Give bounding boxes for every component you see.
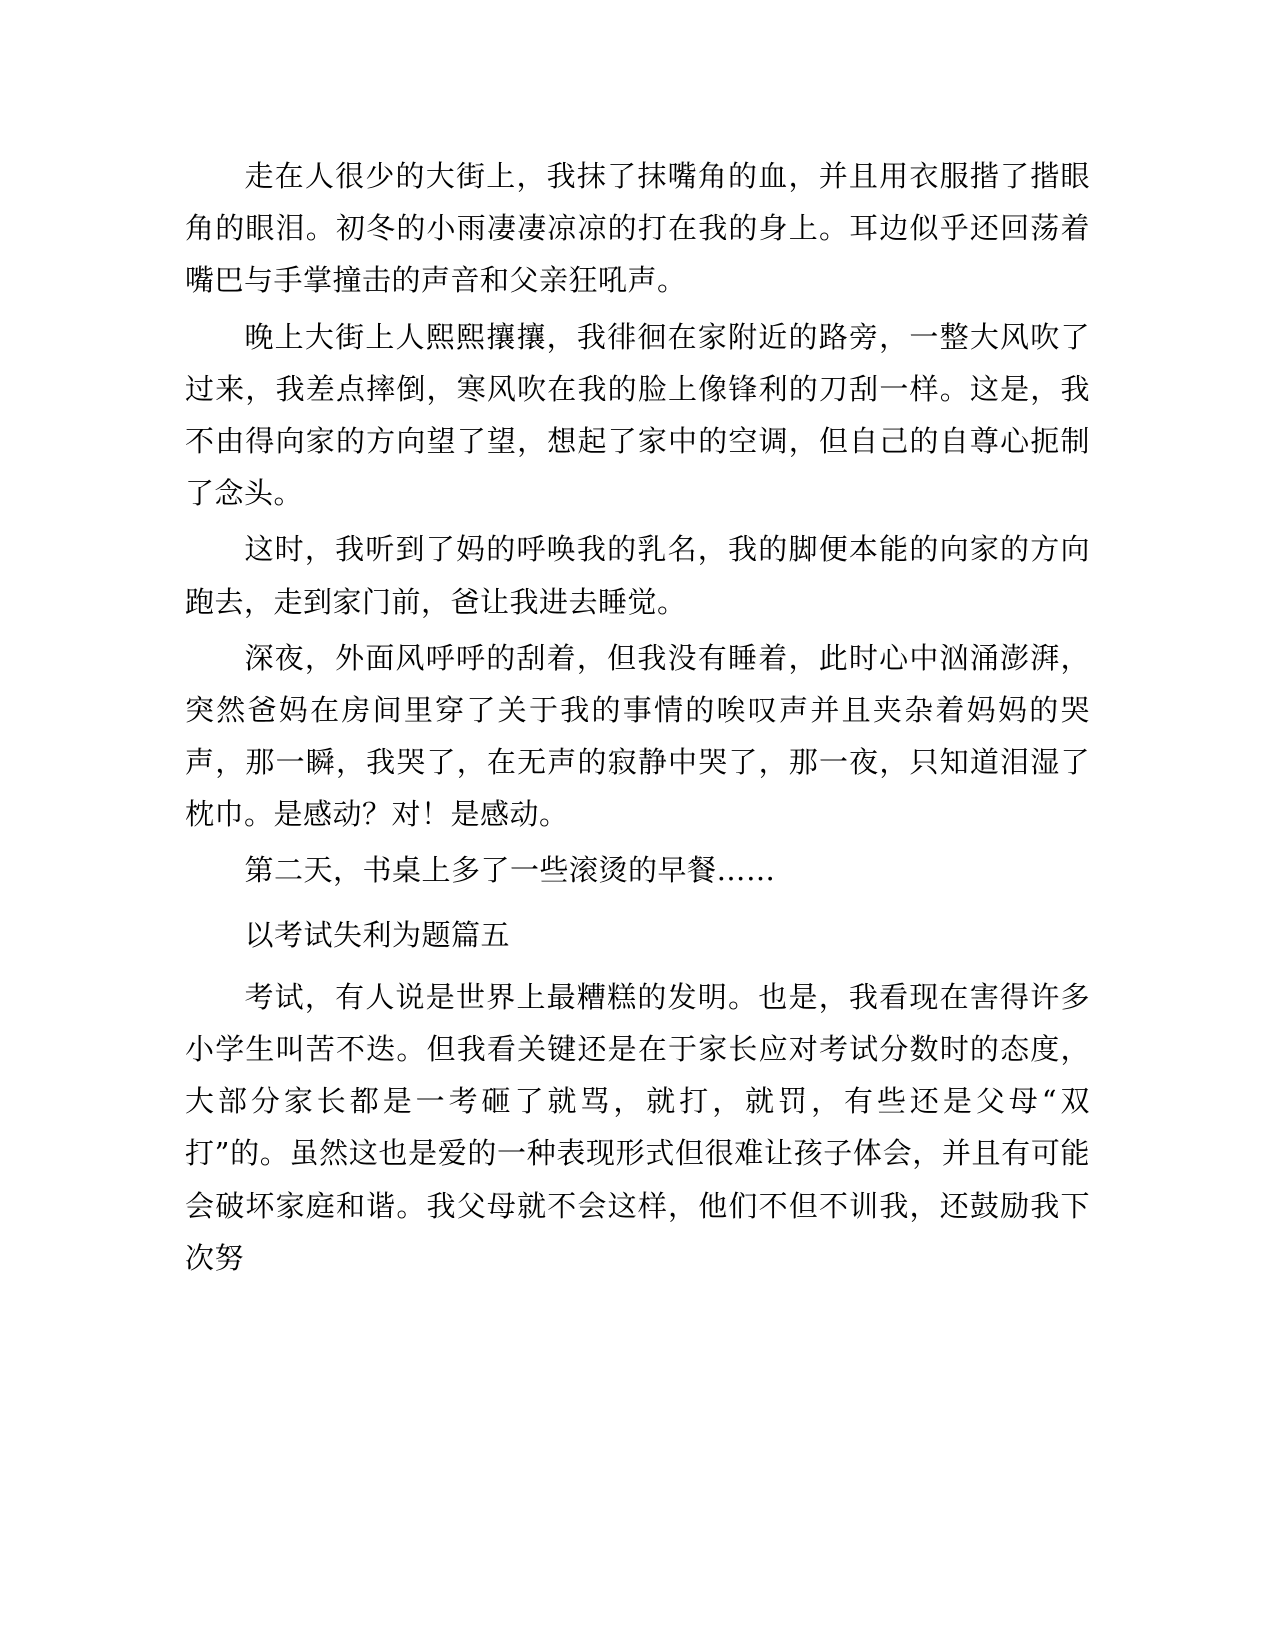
paragraph: 第二天，书桌上多了一些滚烫的早餐…… [244,853,776,888]
paragraph: 深夜，外面风呼呼的刮着，但我没有睡着，此时心中汹涌澎湃，突然爸妈在房间里穿了关于我的事情的唉叹声并且夹杂着妈妈的哭声，那一瞬，我哭了，在无声的寂静中哭了，那一夜，只知道泪湿了枕巾。是感动？对！是感动。 [185,640,1090,832]
paragraph: 考试，有人说是世界上最糟糕的发明。也是，我看现在害得许多小学生叫苦不迭。但我看关键还是在于家长应对考试分数时的态度，大部分家长都是一考砸了就骂，就打，就罚，有些还是父母“双打”的。虽然这也是爱的一种表现形式但很难让孩子体会，并且有可能会破坏家庭和谐。我父母就不会这样，他们不但不训我，还鼓励我下次努 [185,979,1090,1275]
paragraph: 走在人很少的大街上，我抹了抹嘴角的血，并且用衣服揩了揩眼角的眼泪。初冬的小雨凄凄凉凉的打在我的身上。耳边似乎还回荡着嘴巴与手掌撞击的声音和父亲狂吼声。 [185,159,1090,298]
paragraph: 这时，我听到了妈的呼唤我的乳名，我的脚便本能的向家的方向跑去，走到家门前，爸让我进去睡觉。 [185,532,1090,619]
section-heading: 以考试失利为题篇五 [244,917,510,952]
document-body [185,150,1090,1284]
paragraph: 晚上大街上人熙熙攘攘，我徘徊在家附近的路旁，一整大风吹了过来，我差点摔倒，寒风吹在我的脸上像锋利的刀刮一样。这是，我不由得向家的方向望了望，想起了家中的空调，但自己的自尊心扼制了念头。 [185,319,1090,511]
